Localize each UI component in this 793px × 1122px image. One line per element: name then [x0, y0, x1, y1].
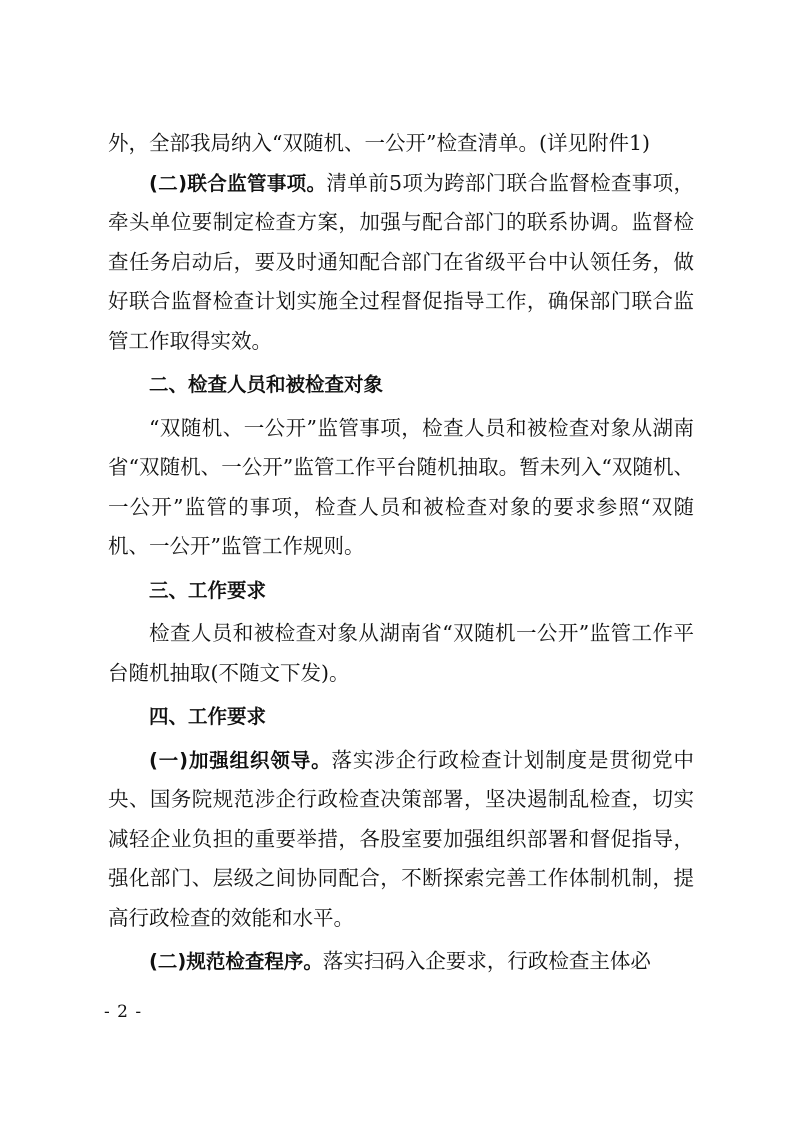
section-heading-inspectors: 二、检查人员和被检查对象 [149, 373, 384, 396]
paragraph-random-selection: 检查人员和被检查对象从湖南省“双随机一公开”监管工作平台随机抽取(不随文下发)。 [108, 621, 694, 685]
page-number: - 2 - [104, 1002, 143, 1022]
paragraph-body-organization-leadership: 落实涉企行政检查计划制度是贯彻党中央、国务院规范涉企行政检查决策部署，坚决遏制乱检查，切实减轻企业负担的重要举措，各股室要加强组织部署和督促指导，强化部门、层级之间协同配合，不断探索完善工作体制机制，提高行政检查的效能和水平。 [108, 747, 694, 930]
paragraph-joint-supervision [108, 164, 694, 362]
paragraph-continuation: 外，全部我局纳入“双随机、一公开”检查清单。(详见附件1) [108, 131, 650, 155]
paragraph-organization-leadership [108, 741, 694, 939]
section-heading-work-requirements-2: 四、工作要求 [149, 705, 267, 728]
paragraph-lead-organization-leadership: (一)加强组织领导。 [149, 748, 332, 772]
paragraph-inspectors: “双随机、一公开”监管事项，检查人员和被检查对象从湖南省“双随机、一公开”监管工作平台随机抽取。暂未列入“双随机、一公开”监管的事项，检查人员和被检查对象的要求参照“双随机、一公开”监管工作规则。 [108, 415, 694, 558]
paragraph-body-inspection-procedure: 落实扫码入企要求，行政检查主体必 [322, 949, 651, 973]
paragraph-body-joint-supervision: 清单前5项为跨部门联合监督检查事项，牵头单位要制定检查方案，加强与配合部门的联系协调。监督检查任务启动后，要及时通知配合部门在省级平台中认领任务，做好联合监督检查计划实施全过程督促指导工作，确保部门联合监管工作取得实效。 [108, 170, 694, 353]
paragraph-lead-joint-supervision: (二)联合监管事项。 [149, 171, 327, 195]
document-body [108, 124, 694, 982]
section-heading-work-requirements-1: 三、工作要求 [149, 578, 267, 602]
paragraph-lead-inspection-procedure: (二)规范检查程序。 [149, 950, 323, 973]
paragraph-inspection-procedure [108, 942, 694, 982]
